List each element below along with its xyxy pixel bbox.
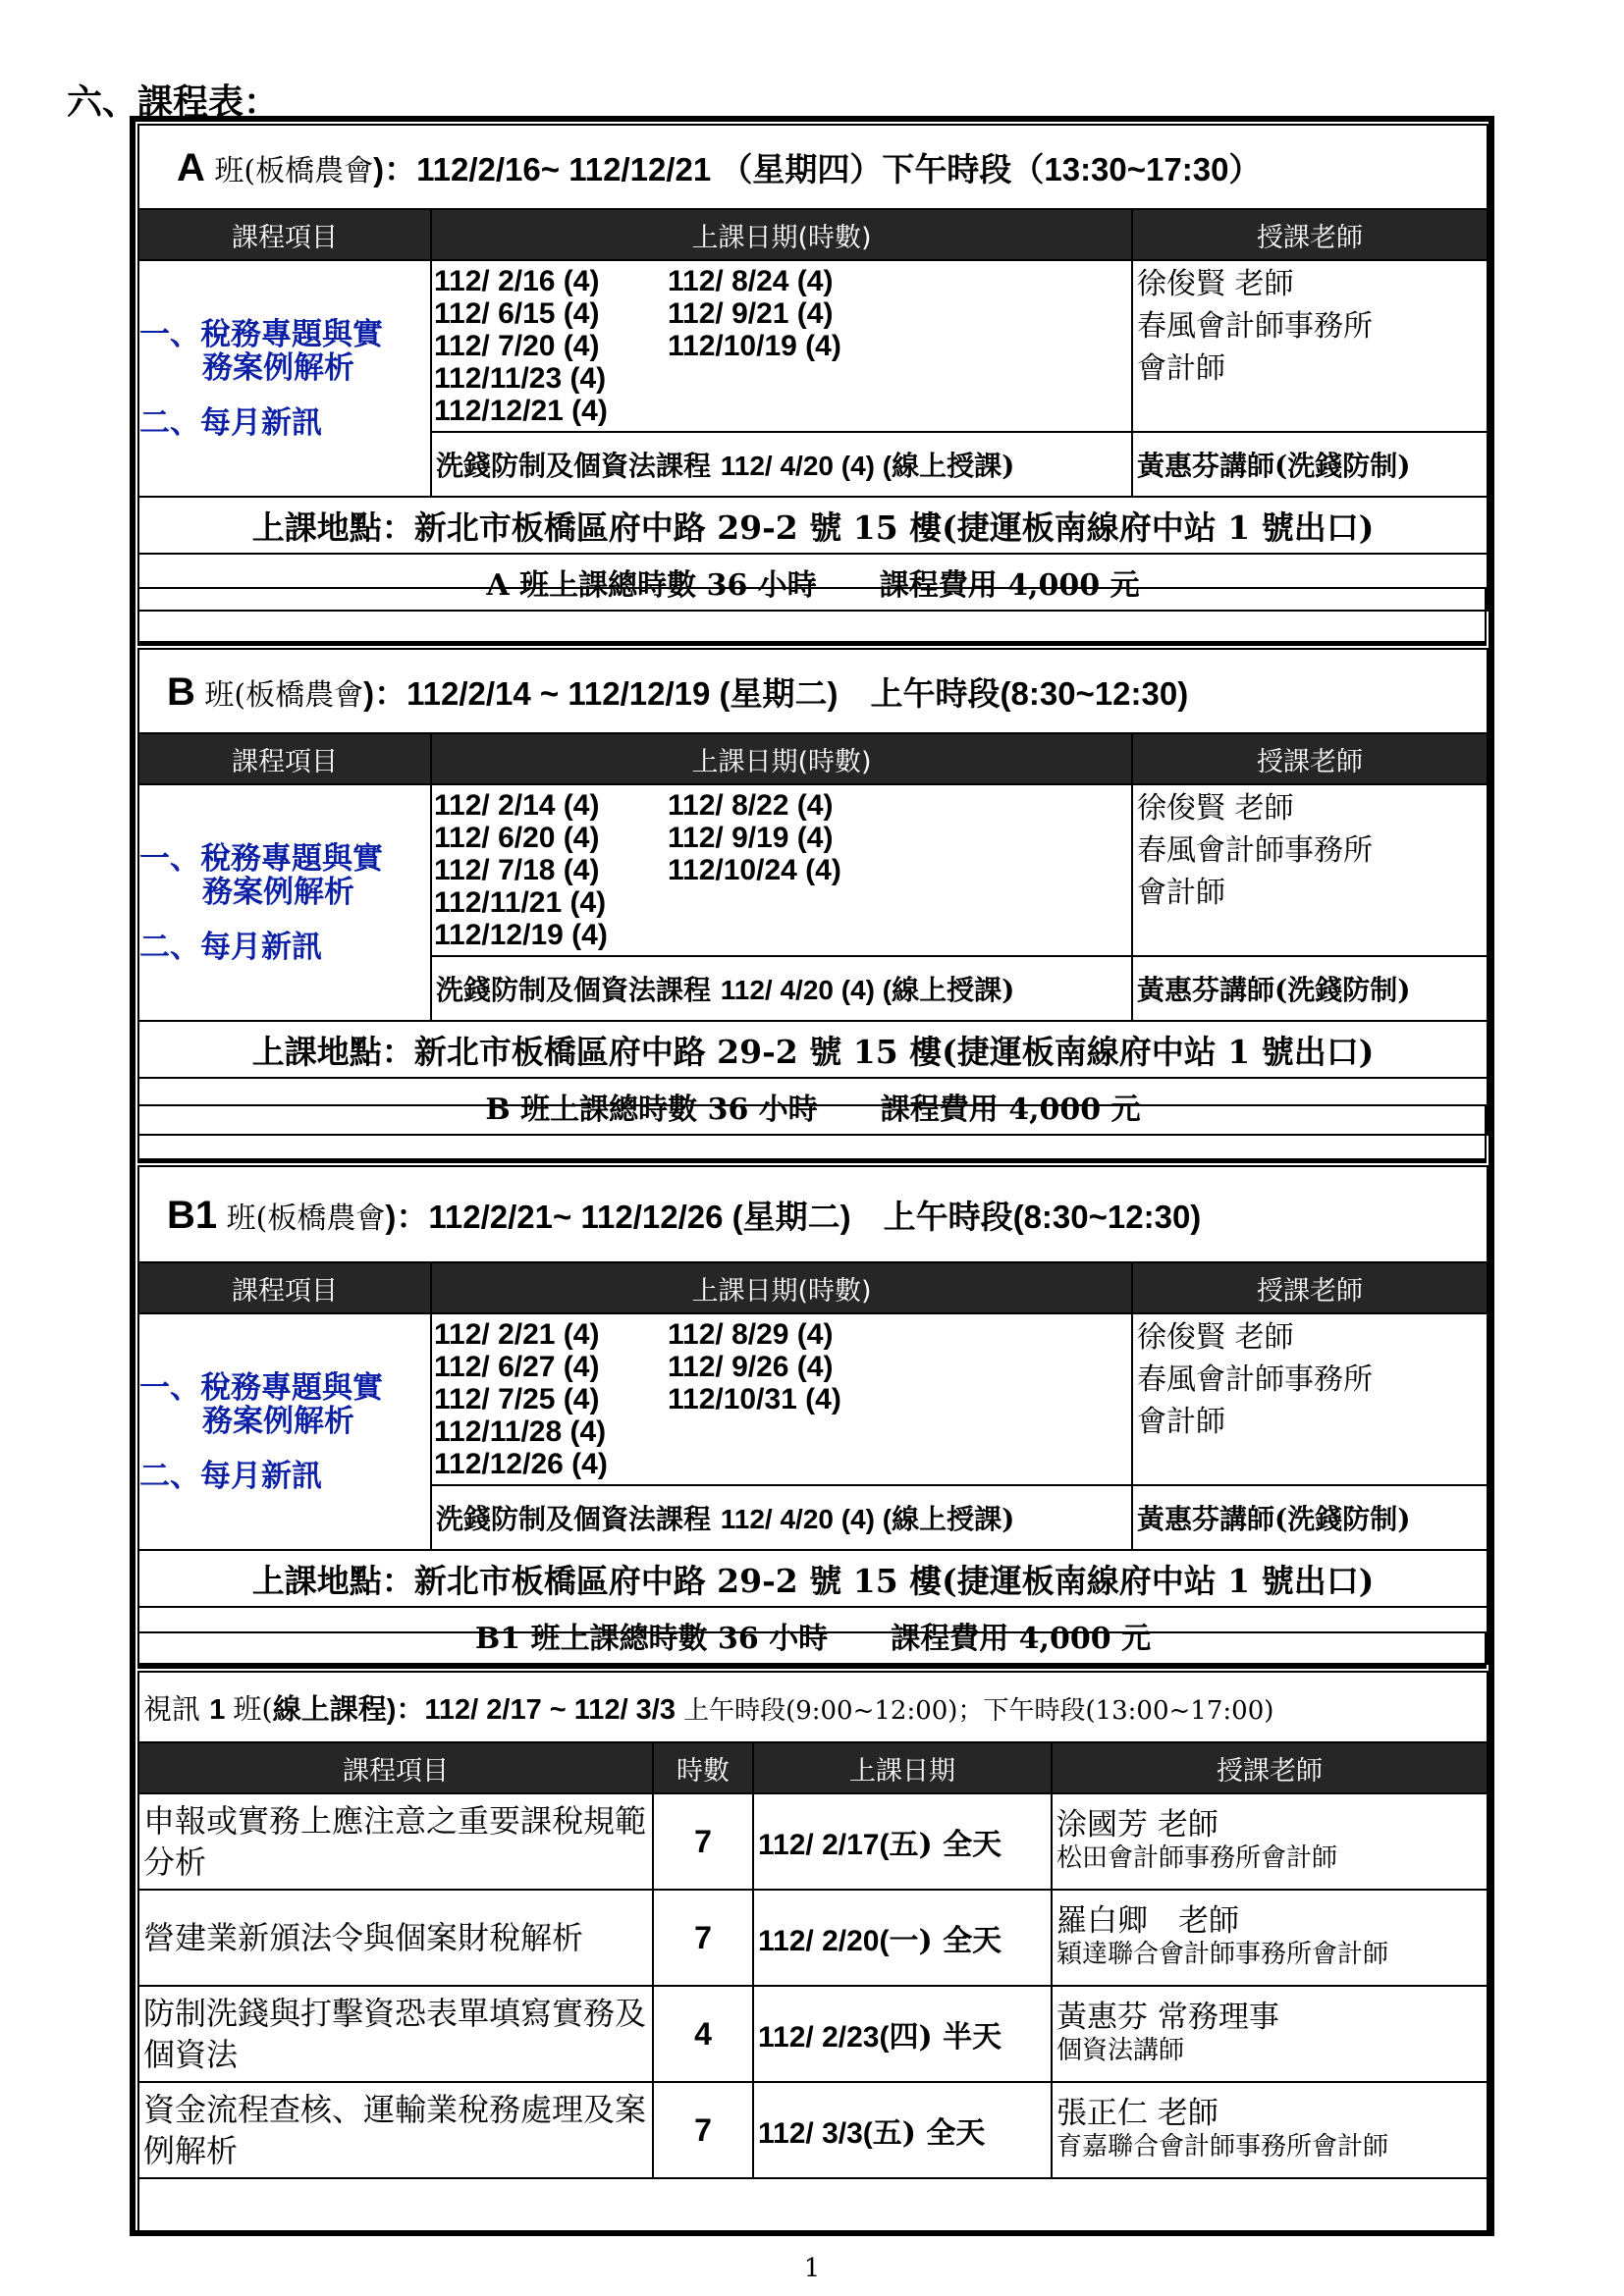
course-date: 112/ 2/20(一) 全天 (753, 1890, 1052, 1986)
table-row (138, 1793, 1488, 1890)
header-dates: 上課日期(時數) (431, 209, 1132, 260)
aml-teacher: 黃惠芬講師(洗錢防制) (1132, 432, 1488, 497)
class-total: B1 班上課總時數 36 小時 課程費用 4,000 元 (138, 1607, 1488, 1664)
header-course-item: 課程項目 (138, 733, 431, 784)
table-row (138, 1986, 1488, 2082)
header-teacher: 授課老師 (1132, 1262, 1488, 1313)
class-b1-block (137, 1165, 1487, 1665)
table-row (138, 1890, 1488, 1986)
course-name: 防制洗錢與打擊資恐表單填寫實務及個資法 (138, 1986, 653, 2082)
teacher-info: 徐俊賢 老師 春風會計師事務所 會計師 (1132, 260, 1488, 432)
spacer-row (137, 1104, 1487, 1163)
class-location: 上課地點：新北市板橋區府中路 29-2 號 15 樓(捷運板南線府中站 1 號出口) (138, 1021, 1488, 1078)
class-total: A 班上課總時數 36 小時 課程費用 4,000 元 (138, 554, 1488, 611)
aml-teacher: 黃惠芬講師(洗錢防制) (1132, 956, 1488, 1021)
header-teacher: 授課老師 (1132, 733, 1488, 784)
header-date: 上課日期 (753, 1742, 1052, 1793)
course-teacher: 涂國芳 老師 松田會計師事務所會計師 (1052, 1793, 1488, 1890)
course-teacher: 羅白卿 老師 穎達聯合會計師事務所會計師 (1052, 1890, 1488, 1986)
video-class-block (137, 1671, 1487, 2232)
course-items: 一、稅務專題與實 務案例解析 二、每月新訊 (138, 1313, 431, 1550)
aml-course: 洗錢防制及個資法課程 112/ 4/20 (4) (線上授課) (431, 956, 1132, 1021)
course-name: 資金流程查核、運輸業稅務處理及案例解析 (138, 2082, 653, 2178)
course-date: 112/ 2/17(五) 全天 (753, 1793, 1052, 1890)
section-heading: 六、課程表： (67, 81, 280, 123)
course-items: 一、稅務專題與實 務案例解析 二、每月新訊 (138, 260, 431, 497)
empty-row (138, 2178, 1488, 2231)
header-course-item: 課程項目 (138, 209, 431, 260)
class-total: B 班上課總時數 36 小時 課程費用 4,000 元 (138, 1078, 1488, 1135)
course-items: 一、稅務專題與實 務案例解析 二、每月新訊 (138, 784, 431, 1021)
course-hours: 7 (653, 2082, 753, 2178)
course-name: 營建業新頒法令與個案財稅解析 (138, 1890, 653, 1986)
header-dates: 上課日期(時數) (431, 733, 1132, 784)
course-teacher: 張正仁 老師 育嘉聯合會計師事務所會計師 (1052, 2082, 1488, 2178)
class-dates: 112/ 2/16 (4) 112/ 6/15 (4) 112/ 7/20 (4) 112/ 8/24 (4) 112/ 9/21 (4) 112/10/19 (4) 112/11/23 (4) 112/12/21 (4) (431, 260, 1132, 432)
class-b-title: B 班(板橋農會)：112/2/14 ~ 112/12/19 (星期二) 上午時段(8:30~12:30) (138, 649, 1488, 733)
course-date: 112/ 2/23(四) 半天 (753, 1986, 1052, 2082)
teacher-info: 徐俊賢 老師 春風會計師事務所 會計師 (1132, 784, 1488, 956)
spacer-row (137, 587, 1487, 646)
course-hours: 4 (653, 1986, 753, 2082)
header-hours: 時數 (653, 1742, 753, 1793)
header-course-item: 課程項目 (138, 1262, 431, 1313)
teacher-info: 徐俊賢 老師 春風會計師事務所 會計師 (1132, 1313, 1488, 1485)
header-course-item: 課程項目 (138, 1742, 653, 1793)
aml-course: 洗錢防制及個資法課程 112/ 4/20 (4) (線上授課) (431, 1485, 1132, 1550)
spacer-row (137, 1631, 1487, 1669)
class-location: 上課地點：新北市板橋區府中路 29-2 號 15 樓(捷運板南線府中站 1 號出口) (138, 497, 1488, 554)
aml-course: 洗錢防制及個資法課程 112/ 4/20 (4) (線上授課) (431, 432, 1132, 497)
video-class-title: 視訊 1 班(線上課程)：112/ 2/17 ~ 112/ 3/3 上午時段(9:00~12:00)；下午時段(13:00~17:00) (138, 1672, 1488, 1742)
class-dates: 112/ 2/14 (4) 112/ 6/20 (4) 112/ 7/18 (4) 112/ 8/22 (4) 112/ 9/19 (4) 112/10/24 (4) 112/11/21 (4) 112/12/19 (4) (431, 784, 1132, 956)
course-date: 112/ 3/3(五) 全天 (753, 2082, 1052, 2178)
header-teacher: 授課老師 (1052, 1742, 1488, 1793)
course-teacher: 黃惠芬 常務理事 個資法講師 (1052, 1986, 1488, 2082)
class-location: 上課地點：新北市板橋區府中路 29-2 號 15 樓(捷運板南線府中站 1 號出口) (138, 1550, 1488, 1607)
header-dates: 上課日期(時數) (431, 1262, 1132, 1313)
course-hours: 7 (653, 1793, 753, 1890)
page-number: 1 (803, 2254, 821, 2283)
course-name: 申報或實務上應注意之重要課稅規範分析 (138, 1793, 653, 1890)
table-row (138, 2082, 1488, 2178)
class-dates: 112/ 2/21 (4) 112/ 6/27 (4) 112/ 7/25 (4) 112/ 8/29 (4) 112/ 9/26 (4) 112/10/31 (4) 112/11/28 (4) 112/12/26 (4) (431, 1313, 1132, 1485)
class-b1-title: B1 班(板橋農會)：112/2/21~ 112/12/26 (星期二) 上午時段(8:30~12:30) (138, 1166, 1488, 1262)
header-teacher: 授課老師 (1132, 209, 1488, 260)
class-a-title: A 班(板橋農會)：112/2/16~ 112/12/21 （星期四）下午時段（13:30~17:30） (138, 125, 1488, 209)
course-hours: 7 (653, 1890, 753, 1986)
aml-teacher: 黃惠芬講師(洗錢防制) (1132, 1485, 1488, 1550)
class-b-block (137, 648, 1487, 1136)
class-a-block (137, 124, 1487, 612)
